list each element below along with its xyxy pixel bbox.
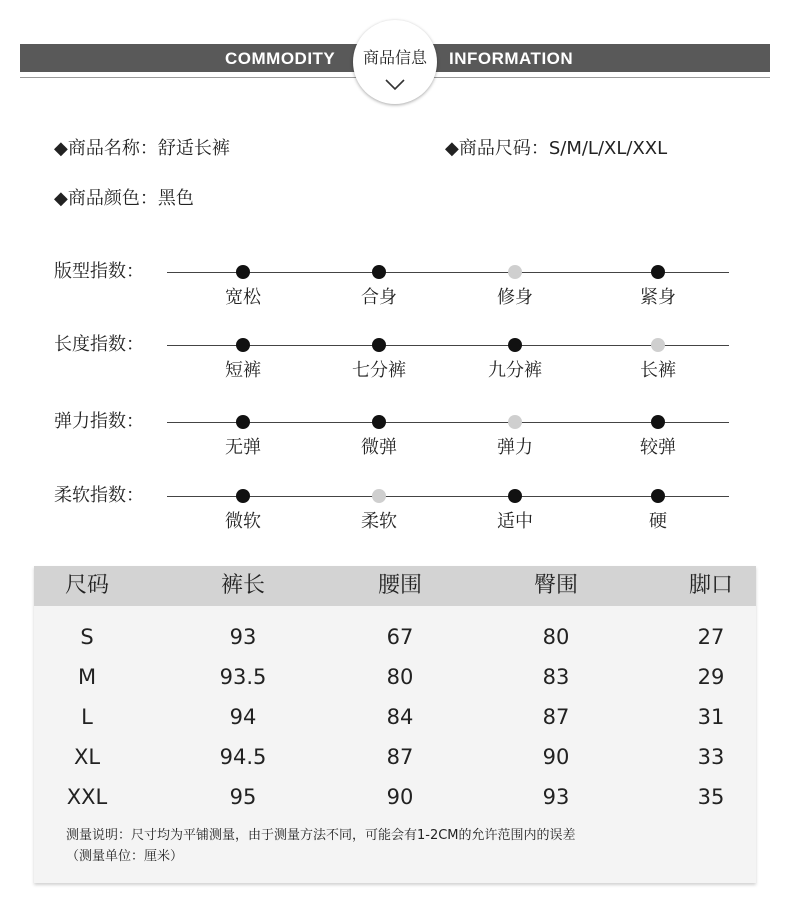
index-dot <box>236 489 250 503</box>
index-label: 柔软指数： <box>54 485 144 506</box>
table-header-cell: 脚口 <box>688 573 733 598</box>
table-cell: 87 <box>542 705 570 729</box>
header-title-right: INFORMATION <box>449 49 574 68</box>
table-cell: 27 <box>697 625 725 649</box>
table-header-cell: 臀围 <box>533 573 578 598</box>
table-cell: 94.5 <box>219 745 267 769</box>
table-cell: 33 <box>697 745 725 769</box>
table-cell: 93 <box>229 625 257 649</box>
index-dot <box>236 415 250 429</box>
index-option: 七分裤 <box>352 360 406 381</box>
index-dot <box>651 415 665 429</box>
index-scale-line <box>167 345 729 346</box>
header-title-left: COMMODITY <box>225 49 336 68</box>
table-header-cell: 裤长 <box>220 573 265 598</box>
index-label: 弹力指数： <box>54 411 144 432</box>
measure-note: 测量说明：尺寸均为平铺测量，由于测量方法不同，可能会有1-2CM的允许范围内的误差 <box>66 828 576 843</box>
table-cell: 95 <box>229 785 257 809</box>
table-cell: 90 <box>386 785 414 809</box>
index-option: 较弹 <box>640 437 676 458</box>
index-option: 微软 <box>225 511 261 532</box>
product-name: ◆商品名称：舒适长裤 <box>54 138 230 159</box>
index-dot <box>508 338 522 352</box>
index-option: 修身 <box>497 287 533 308</box>
table-cell: 31 <box>697 705 725 729</box>
table-cell: 67 <box>386 625 414 649</box>
index-dot <box>372 338 386 352</box>
index-dot <box>236 338 250 352</box>
index-dot <box>236 265 250 279</box>
table-cell: XXL <box>66 785 108 809</box>
index-dot <box>651 489 665 503</box>
header-title-cn: 商品信息 <box>362 48 427 67</box>
index-dot <box>651 265 665 279</box>
table-header-cell: 尺码 <box>64 573 109 598</box>
table-cell: S <box>80 625 94 649</box>
table-cell: 29 <box>697 665 725 689</box>
index-dot <box>372 265 386 279</box>
index-dot <box>508 265 522 279</box>
table-cell: 93.5 <box>219 665 267 689</box>
index-option: 合身 <box>361 287 397 308</box>
table-cell: L <box>81 705 93 729</box>
index-option: 紧身 <box>640 287 676 308</box>
index-scale-line <box>167 496 729 497</box>
chevron-down-icon <box>384 78 406 92</box>
table-cell: 35 <box>697 785 725 809</box>
index-option: 长裤 <box>640 360 676 381</box>
table-cell: 80 <box>386 665 414 689</box>
table-cell: 90 <box>542 745 570 769</box>
index-scale-line <box>167 422 729 423</box>
index-option: 柔软 <box>361 511 397 532</box>
measure-unit-note: （测量单位：厘米） <box>66 849 184 864</box>
index-option: 宽松 <box>225 287 261 308</box>
index-dot <box>651 338 665 352</box>
index-dot <box>372 489 386 503</box>
table-header-cell: 腰围 <box>377 573 422 598</box>
index-option: 适中 <box>497 511 533 532</box>
index-option: 短裤 <box>225 360 261 381</box>
table-cell: 84 <box>386 705 414 729</box>
table-cell: 83 <box>542 665 570 689</box>
product-color: ◆商品颜色：黑色 <box>54 188 194 209</box>
index-label: 长度指数： <box>54 334 144 355</box>
table-cell: 80 <box>542 625 570 649</box>
index-option: 微弹 <box>361 437 397 458</box>
index-option: 硬 <box>649 511 667 532</box>
index-option: 九分裤 <box>488 360 542 381</box>
table-cell: 87 <box>386 745 414 769</box>
table-cell: XL <box>73 745 101 769</box>
table-cell: 94 <box>229 705 257 729</box>
product-size: ◆商品尺码：S/M/L/XL/XXL <box>445 138 668 159</box>
index-option: 无弹 <box>225 437 261 458</box>
index-option: 弹力 <box>497 437 533 458</box>
index-label: 版型指数： <box>54 261 144 282</box>
table-cell: M <box>77 665 97 689</box>
index-dot <box>372 415 386 429</box>
index-dot <box>508 489 522 503</box>
index-dot <box>508 415 522 429</box>
index-scale-line <box>167 272 729 273</box>
table-cell: 93 <box>542 785 570 809</box>
